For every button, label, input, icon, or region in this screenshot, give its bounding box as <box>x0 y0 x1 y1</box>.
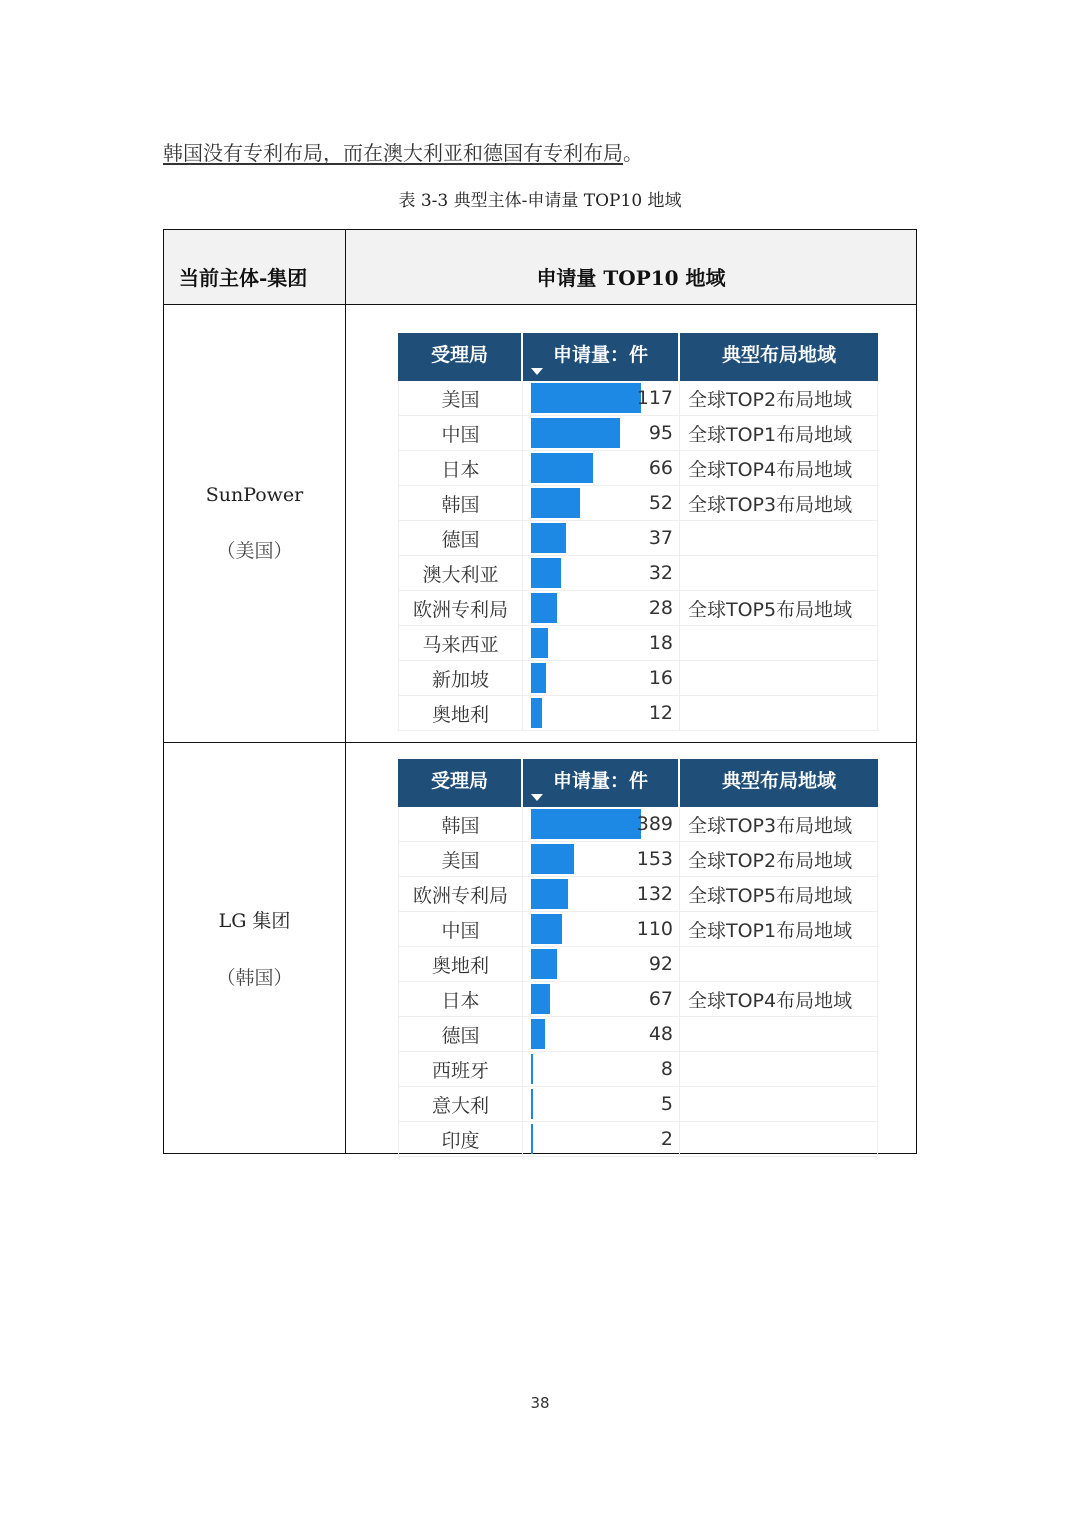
count-bar <box>531 558 561 588</box>
note-cell <box>680 1087 878 1121</box>
count-cell <box>523 451 680 485</box>
top10-chart-sunpower <box>398 333 878 731</box>
office-cell: 日本 <box>398 451 523 485</box>
chart-cell <box>346 305 917 743</box>
chart-row <box>398 807 878 842</box>
count-cell <box>523 696 680 730</box>
count-bar <box>531 984 550 1014</box>
count-bar <box>531 628 548 658</box>
count-cell <box>523 807 680 841</box>
count-bar <box>531 383 641 413</box>
count-bar <box>531 949 557 979</box>
office-cell: 中国 <box>398 416 523 450</box>
count-bar <box>531 809 641 839</box>
note-cell <box>680 661 878 695</box>
count-cell <box>523 416 680 450</box>
count-value: 32 <box>648 562 673 584</box>
note-cell: 全球TOP3布局地域 <box>680 486 878 520</box>
chart-row <box>398 626 878 661</box>
count-bar <box>531 1124 533 1154</box>
note-cell: 全球TOP5布局地域 <box>680 591 878 625</box>
office-cell: 德国 <box>398 1017 523 1051</box>
chart-row <box>398 591 878 626</box>
count-bar <box>531 663 546 693</box>
count-cell <box>523 842 680 876</box>
count-value: 110 <box>636 918 673 940</box>
chart-row <box>398 982 878 1017</box>
office-cell: 奥地利 <box>398 696 523 730</box>
table-header-row <box>164 230 917 305</box>
count-bar <box>531 1089 533 1119</box>
entity-name: SunPower <box>205 484 304 506</box>
count-bar <box>531 488 580 518</box>
header-count-label: 申请量：件 <box>552 344 648 366</box>
note-cell <box>680 626 878 660</box>
count-cell <box>523 486 680 520</box>
office-cell: 美国 <box>398 842 523 876</box>
count-cell <box>523 1017 680 1051</box>
count-bar <box>531 698 542 728</box>
office-cell: 中国 <box>398 912 523 946</box>
count-value: 67 <box>648 988 673 1010</box>
count-cell <box>523 626 680 660</box>
count-bar <box>531 453 593 483</box>
intro-underlined-text: 韩国没有专利布局，而在澳大利亚和德国有专利布局 <box>163 141 623 165</box>
note-cell: 全球TOP4布局地域 <box>680 982 878 1016</box>
note-cell <box>680 556 878 590</box>
note-cell <box>680 521 878 555</box>
entity-country: （韩国） <box>216 967 293 989</box>
count-value: 66 <box>648 457 673 479</box>
entity-name: LG 集团 <box>218 910 291 932</box>
office-cell: 日本 <box>398 982 523 1016</box>
office-cell: 奥地利 <box>398 947 523 981</box>
note-cell <box>680 1122 878 1156</box>
count-bar <box>531 1019 545 1049</box>
header-office-label: 受理局 <box>430 344 488 366</box>
chart-row <box>398 1052 878 1087</box>
header-chart: 申请量 TOP10 地域 <box>346 230 917 305</box>
header-note <box>680 759 878 807</box>
note-cell <box>680 696 878 730</box>
office-cell: 新加坡 <box>398 661 523 695</box>
count-value: 2 <box>660 1128 673 1150</box>
note-cell: 全球TOP4布局地域 <box>680 451 878 485</box>
sort-desc-icon[interactable] <box>531 368 543 375</box>
chart-row <box>398 1087 878 1122</box>
count-value: 153 <box>636 848 673 870</box>
count-cell <box>523 947 680 981</box>
chart-row <box>398 486 878 521</box>
count-cell <box>523 381 680 415</box>
office-cell: 韩国 <box>398 807 523 841</box>
office-cell: 欧洲专利局 <box>398 877 523 911</box>
table-caption: 表 3-3 典型主体-申请量 TOP10 地域 <box>398 191 682 211</box>
header-count-label: 申请量：件 <box>552 770 648 792</box>
count-value: 5 <box>660 1093 673 1115</box>
office-cell: 西班牙 <box>398 1052 523 1086</box>
note-cell: 全球TOP1布局地域 <box>680 416 878 450</box>
office-cell: 德国 <box>398 521 523 555</box>
header-note-label: 典型布局地域 <box>721 770 836 792</box>
chart-row <box>398 912 878 947</box>
count-cell <box>523 1087 680 1121</box>
intro-end-punct: 。 <box>623 141 643 165</box>
count-cell <box>523 556 680 590</box>
table-row-lg <box>164 743 917 1154</box>
chart-row <box>398 661 878 696</box>
count-value: 48 <box>648 1023 673 1045</box>
note-cell <box>680 947 878 981</box>
count-value: 12 <box>648 702 673 724</box>
chart-row <box>398 877 878 912</box>
header-note-label: 典型布局地域 <box>721 344 836 366</box>
table-row-sunpower <box>164 305 917 743</box>
count-bar <box>531 879 568 909</box>
intro-paragraph <box>163 138 643 168</box>
chart-header-row <box>398 333 878 381</box>
count-value: 18 <box>648 632 673 654</box>
count-bar <box>531 1054 533 1084</box>
chart-row <box>398 1017 878 1052</box>
office-cell: 意大利 <box>398 1087 523 1121</box>
note-cell: 全球TOP5布局地域 <box>680 877 878 911</box>
note-cell <box>680 1017 878 1051</box>
chart-header-row <box>398 759 878 807</box>
count-cell <box>523 661 680 695</box>
note-cell: 全球TOP2布局地域 <box>680 381 878 415</box>
chart-row <box>398 451 878 486</box>
chart-row <box>398 1122 878 1157</box>
count-bar <box>531 418 620 448</box>
count-cell <box>523 1052 680 1086</box>
count-value: 37 <box>648 527 673 549</box>
count-value: 117 <box>636 387 673 409</box>
count-cell <box>523 521 680 555</box>
office-cell: 马来西亚 <box>398 626 523 660</box>
count-value: 8 <box>660 1058 673 1080</box>
count-bar <box>531 523 566 553</box>
chart-cell <box>346 743 917 1154</box>
entity-cell <box>164 743 346 1154</box>
top10-chart-lg <box>398 759 878 1157</box>
count-value: 52 <box>648 492 673 514</box>
count-value: 28 <box>648 597 673 619</box>
count-bar <box>531 914 562 944</box>
header-entity: 当前主体-集团 <box>164 230 346 305</box>
header-count[interactable] <box>523 333 680 381</box>
count-value: 132 <box>636 883 673 905</box>
count-value: 95 <box>648 422 673 444</box>
count-value: 16 <box>648 667 673 689</box>
office-cell: 澳大利亚 <box>398 556 523 590</box>
count-cell <box>523 1122 680 1156</box>
office-cell: 美国 <box>398 381 523 415</box>
sort-desc-icon[interactable] <box>531 794 543 801</box>
office-cell: 韩国 <box>398 486 523 520</box>
office-cell: 欧洲专利局 <box>398 591 523 625</box>
note-cell: 全球TOP2布局地域 <box>680 842 878 876</box>
office-cell: 印度 <box>398 1122 523 1156</box>
header-office <box>398 759 523 807</box>
note-cell <box>680 1052 878 1086</box>
header-office <box>398 333 523 381</box>
chart-row <box>398 381 878 416</box>
chart-row <box>398 416 878 451</box>
entity-table <box>163 229 917 1154</box>
note-cell: 全球TOP3布局地域 <box>680 807 878 841</box>
count-cell <box>523 591 680 625</box>
entity-cell <box>164 305 346 743</box>
entity-country: （美国） <box>216 540 293 562</box>
chart-row <box>398 842 878 877</box>
count-value: 92 <box>648 953 673 975</box>
note-cell: 全球TOP1布局地域 <box>680 912 878 946</box>
chart-row <box>398 556 878 591</box>
chart-row <box>398 947 878 982</box>
count-cell <box>523 912 680 946</box>
page-number: 38 <box>530 1394 550 1412</box>
header-note <box>680 333 878 381</box>
count-cell <box>523 877 680 911</box>
header-count[interactable] <box>523 759 680 807</box>
count-value: 389 <box>636 813 673 835</box>
header-office-label: 受理局 <box>430 770 488 792</box>
count-bar <box>531 844 574 874</box>
count-cell <box>523 982 680 1016</box>
count-bar <box>531 593 557 623</box>
chart-row <box>398 521 878 556</box>
chart-row <box>398 696 878 731</box>
